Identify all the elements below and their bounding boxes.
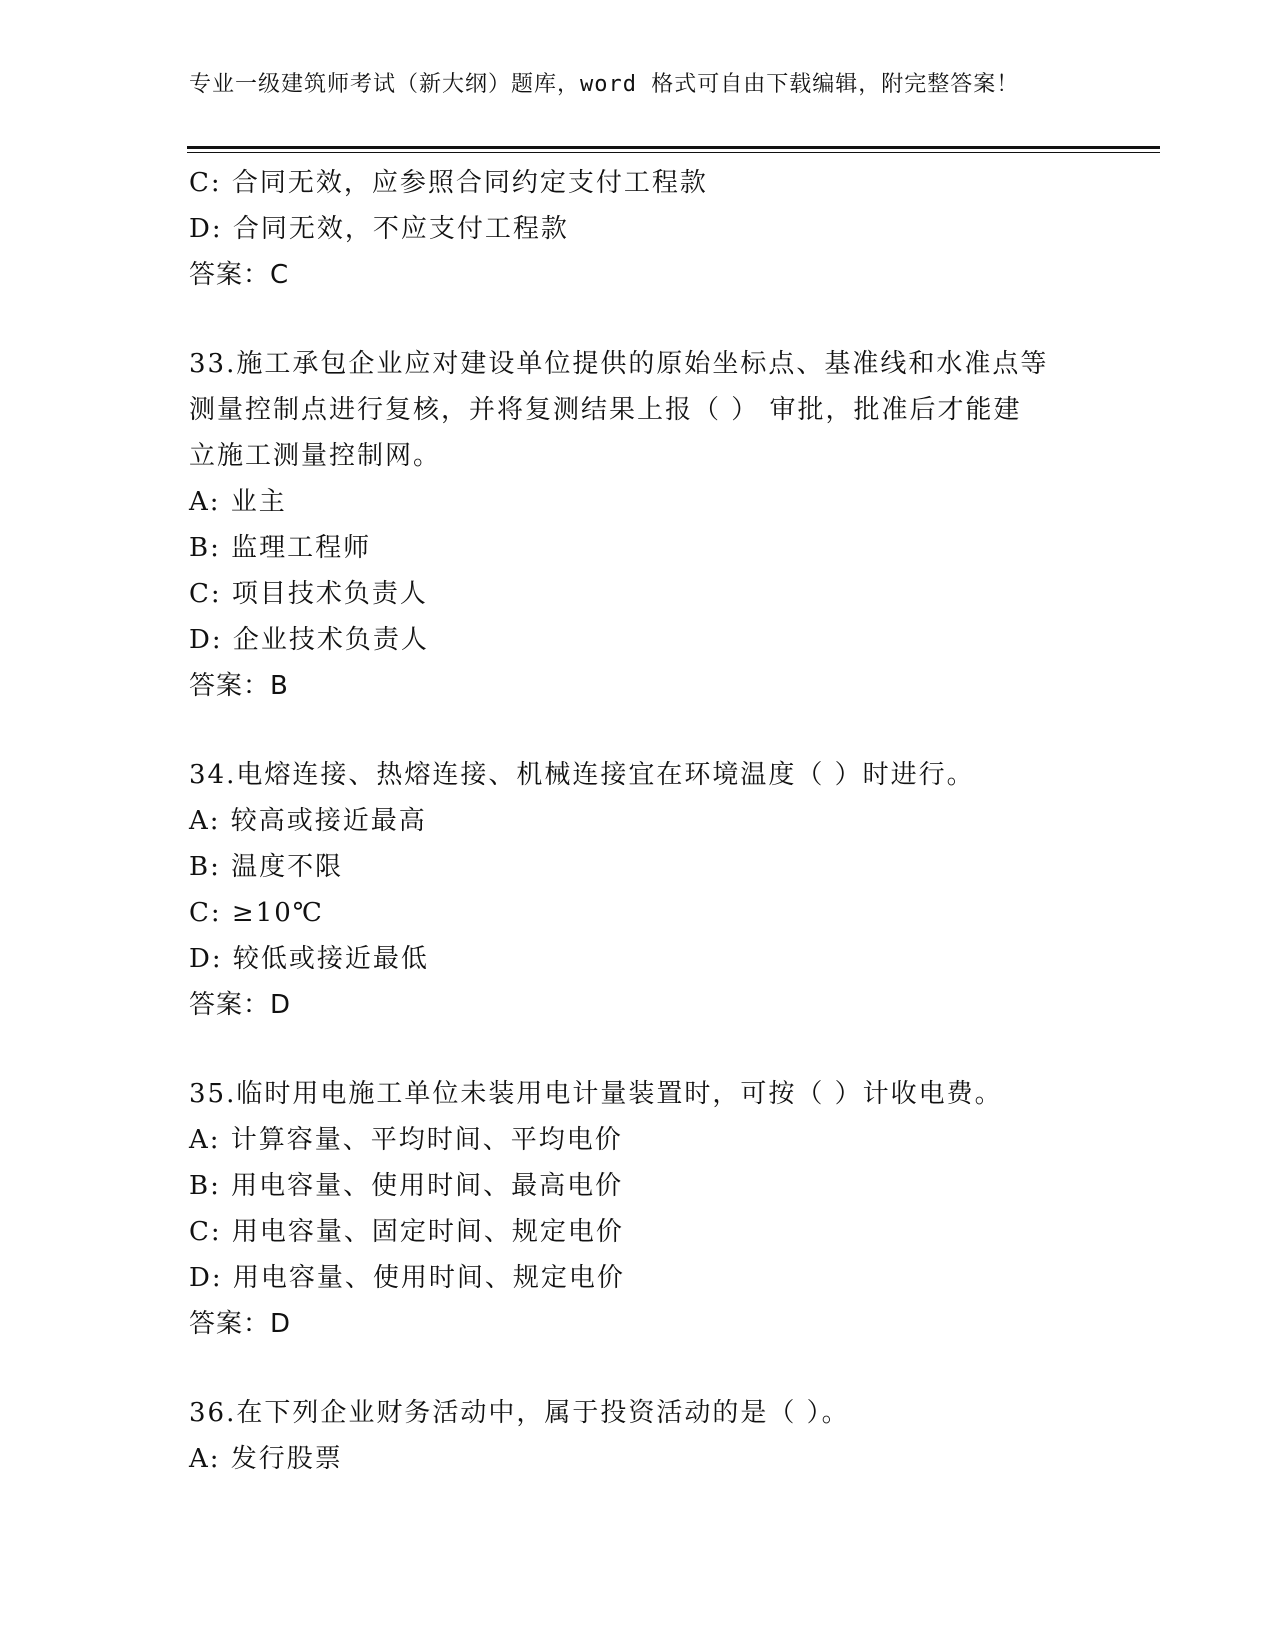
option-b: B: 用电容量、使用时间、最高电价 <box>189 1171 624 1201</box>
option-d: D: 用电容量、使用时间、规定电价 <box>189 1263 625 1293</box>
question-33 <box>189 341 1149 709</box>
question-35 <box>189 1071 1149 1347</box>
option-d: D: 合同无效，不应支付工程款 <box>189 214 569 244</box>
header-rule-thick <box>187 146 1160 149</box>
option-d: D: 企业技术负责人 <box>189 625 429 655</box>
option-b: B: 监理工程师 <box>189 533 372 563</box>
question-list <box>189 160 1149 1482</box>
option-a: A: 计算容量、平均时间、平均电价 <box>189 1125 623 1155</box>
question-stem-line: 34.电熔连接、热熔连接、机械连接宜在环境温度（ ）时进行。 <box>189 760 975 790</box>
answer-line: 答案：D <box>189 990 292 1020</box>
question-stem-line: 35.临时用电施工单位未装用电计量装置时，可按（ ）计收电费。 <box>189 1079 1003 1109</box>
question-stem-line: 36.在下列企业财务活动中，属于投资活动的是（ ）。 <box>189 1398 850 1428</box>
answer-line: 答案：C <box>189 260 290 290</box>
option-a: A: 较高或接近最高 <box>189 806 427 836</box>
question-stem-line: 测量控制点进行复核，并将复测结果上报（ ） 审批，批准后才能建 <box>189 395 1022 425</box>
option-d: D: 较低或接近最低 <box>189 944 429 974</box>
page-header: 专业一级建筑师考试（新大纲）题库，word 格式可自由下载编辑，附完整答案！ <box>189 72 1020 97</box>
answer-line: 答案：D <box>189 1309 292 1339</box>
question-36 <box>189 1390 1149 1482</box>
question-fragment <box>189 160 1149 298</box>
question-34 <box>189 752 1149 1028</box>
option-c: C: 用电容量、固定时间、规定电价 <box>189 1217 624 1247</box>
answer-line: 答案：B <box>189 671 289 701</box>
option-b: B: 温度不限 <box>189 852 344 882</box>
header-rule-thin <box>187 152 1160 153</box>
option-a: A: 发行股票 <box>189 1444 343 1474</box>
option-c: C: 合同无效，应参照合同约定支付工程款 <box>189 168 708 198</box>
option-c: C: 项目技术负责人 <box>189 579 428 609</box>
option-c: C: ≥10℃ <box>189 898 324 928</box>
option-a: A: 业主 <box>189 487 287 517</box>
question-stem-line: 立施工测量控制网。 <box>189 441 442 471</box>
question-stem-line: 33.施工承包企业应对建设单位提供的原始坐标点、基准线和水准点等 <box>189 349 1049 379</box>
